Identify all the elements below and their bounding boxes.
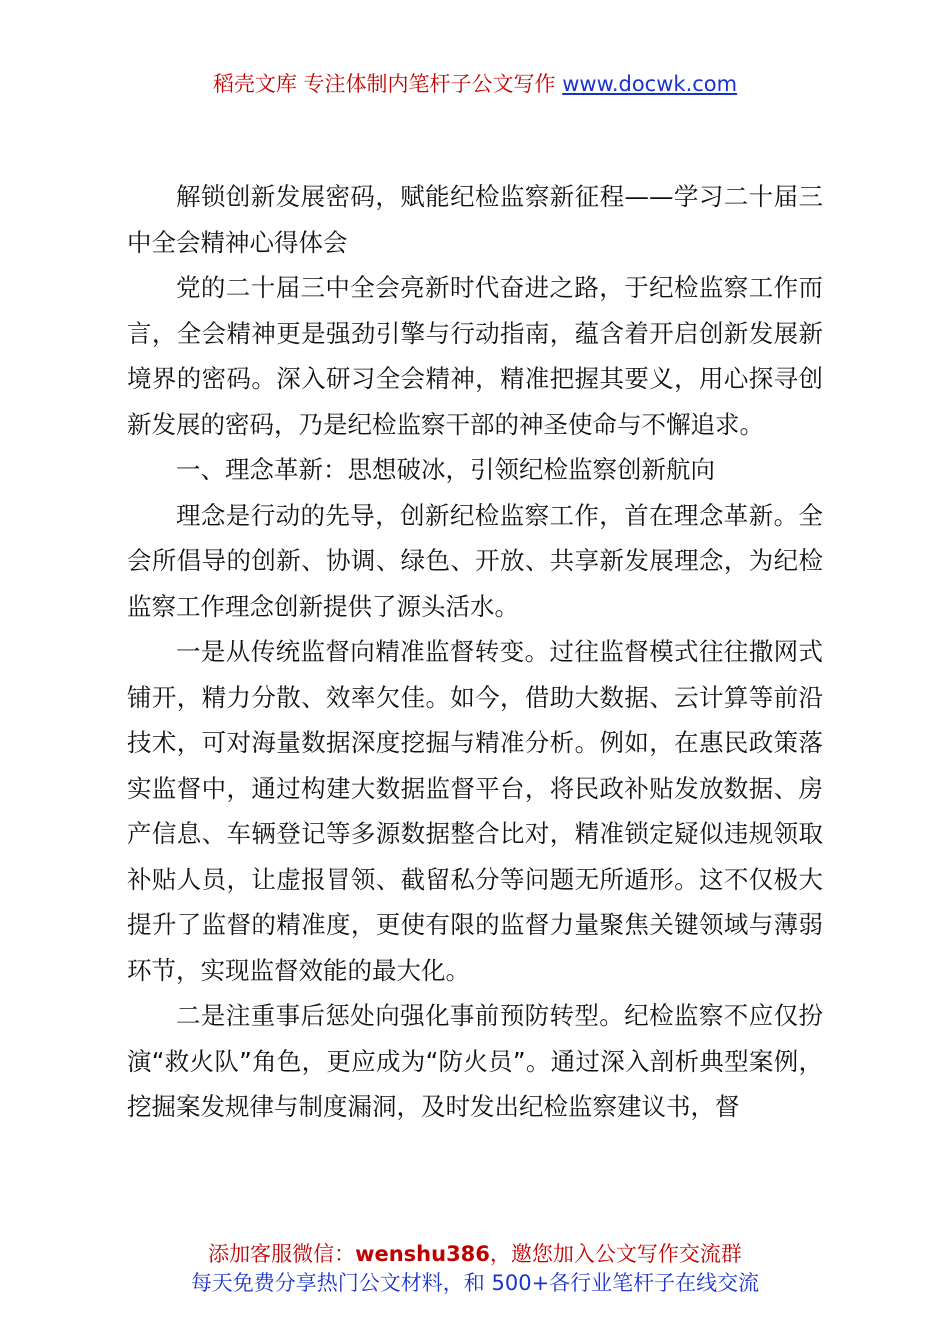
page-header	[0, 70, 950, 98]
footer-line-2: 每天免费分享热门公文材料，和 500+各行业笔杆子在线交流	[190, 1271, 760, 1295]
footer-wechat-suffix: ，邀您加入公文写作交流群	[489, 1242, 742, 1266]
document-title: 解锁创新发展密码，赋能纪检监察新征程——学习二十届三中全会精神心得体会	[127, 182, 823, 257]
section-heading-1: 一、理念革新：思想破冰，引领纪检监察创新航向	[176, 455, 715, 484]
footer-wechat-id: wenshu386	[355, 1242, 490, 1266]
document-body	[127, 174, 823, 1130]
page-footer	[0, 1240, 950, 1298]
header-brand-text: 稻壳文库 专注体制内笔杆子公文写作	[212, 72, 563, 96]
footer-wechat-prefix: 添加客服微信：	[208, 1242, 356, 1266]
footer-line-1	[0, 1240, 950, 1269]
paragraph-concept: 理念是行动的先导，创新纪检监察工作，首在理念革新。全会所倡导的创新、协调、绿色、开放、共享新发展理念，为纪检监察工作理念创新提供了源头活水。	[127, 500, 823, 621]
paragraph-point-2: 二是注重事后惩处向强化事前预防转型。纪检监察不应仅扮演“救火队”角色，更应成为“防火员”。通过深入剖析典型案例，挖掘案发规律与制度漏洞，及时发出纪检监察建议书，督	[127, 1001, 823, 1121]
header-site-link[interactable]: www.docwk.com	[562, 72, 738, 96]
paragraph-point-1: 一是从传统监督向精准监督转变。过往监督模式往往撒网式铺开，精力分散、效率欠佳。如今，借助大数据、云计算等前沿技术，可对海量数据深度挖掘与精准分析。例如，在惠民政策落实监督中，通过构建大数据监督平台，将民政补贴发放数据、房产信息、车辆登记等多源数据整合比对，精准锁定疑似违规领取补贴人员，让虚报冒领、截留私分等问题无所遁形。这不仅极大提升了监督的精准度，更使有限的监督力量聚焦关键领域与薄弱环节，实现监督效能的最大化。	[127, 637, 823, 985]
paragraph-intro: 党的二十届三中全会亮新时代奋进之路，于纪检监察工作而言，全会精神更是强劲引擎与行动指南，蕴含着开启创新发展新境界的密码。深入研习全会精神，精准把握其要义，用心探寻创新发展的密码，乃是纪检监察干部的神圣使命与不懈追求。	[127, 273, 823, 439]
